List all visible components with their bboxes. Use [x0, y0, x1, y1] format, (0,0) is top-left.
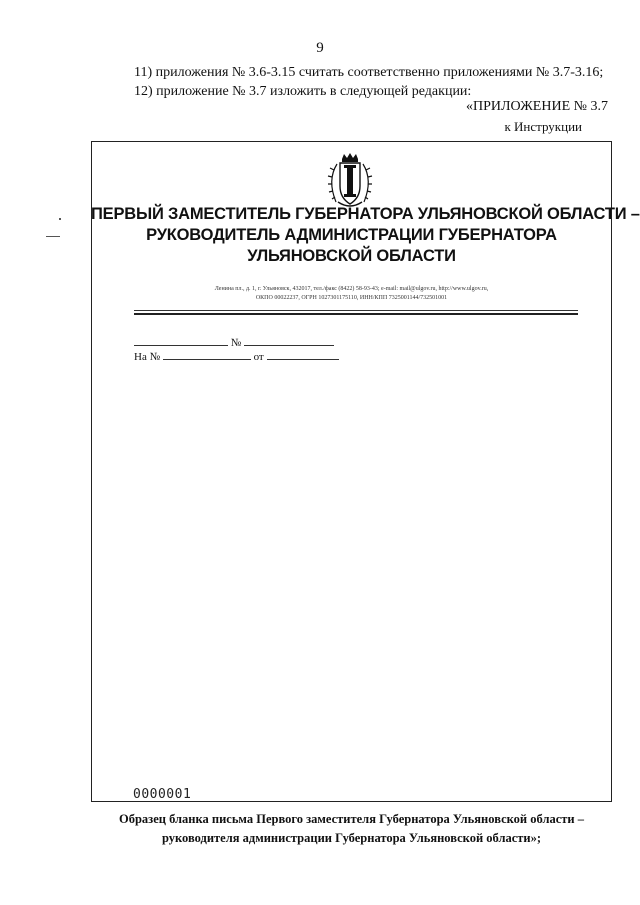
letterhead-divider [134, 310, 578, 311]
amendment-item: 12) приложение № 3.7 изложить в следующей редакции: [134, 84, 472, 99]
outgoing-number-row [134, 335, 334, 349]
letterhead-title-line: РУКОВОДИТЕЛЬ АДМИНИСТРАЦИИ ГУБЕРНАТОРА [146, 226, 557, 244]
letterhead-title-line: ПЕРВЫЙ ЗАМЕСТИТЕЛЬ ГУБЕРНАТОРА УЛЬЯНОВСКОЙ ОБЛАСТИ – [91, 205, 640, 223]
letterhead-title-line: УЛЬЯНОВСКОЙ ОБЛАСТИ [247, 247, 456, 265]
reference-date-blank [267, 349, 339, 360]
letterhead-contacts-line: Ленина пл., д. 1, г. Ульяновск, 432017, тел./факс (8422) 58-93-43; e-mail: mail@ulgov.ru, http://www.ulgov.ru, [214, 286, 489, 292]
reference-number-row [134, 349, 339, 363]
scan-speck [46, 236, 60, 237]
number-label: № [230, 337, 242, 349]
reference-label: На № [134, 351, 161, 363]
from-label: от [253, 351, 264, 363]
caption-line: Образец бланка письма Первого заместителя Губернатора Ульяновской области – [119, 812, 584, 826]
appendix-label: «ПРИЛОЖЕНИЕ № 3.7 [466, 99, 608, 114]
scan-speck [59, 218, 61, 220]
caption-line: руководителя администрации Губернатора Ульяновской области»; [161, 831, 542, 845]
form-caption [91, 810, 612, 848]
number-blank [244, 335, 334, 346]
letterhead-divider [134, 313, 578, 315]
appendix-subtitle: к Инструкции [504, 119, 582, 134]
date-blank [134, 335, 228, 346]
page-number: 9 [316, 40, 324, 56]
form-serial-number: 0000001 [133, 787, 192, 802]
amendment-item: 11) приложения № 3.6-3.15 считать соответственно приложениями № 3.7-3.16; [134, 65, 604, 80]
letterhead-contacts-line: ОКПО 00022237, ОГРН 1027301175110, ИНН/КПП 7325001144/732501001 [255, 295, 448, 301]
reference-number-blank [163, 349, 251, 360]
